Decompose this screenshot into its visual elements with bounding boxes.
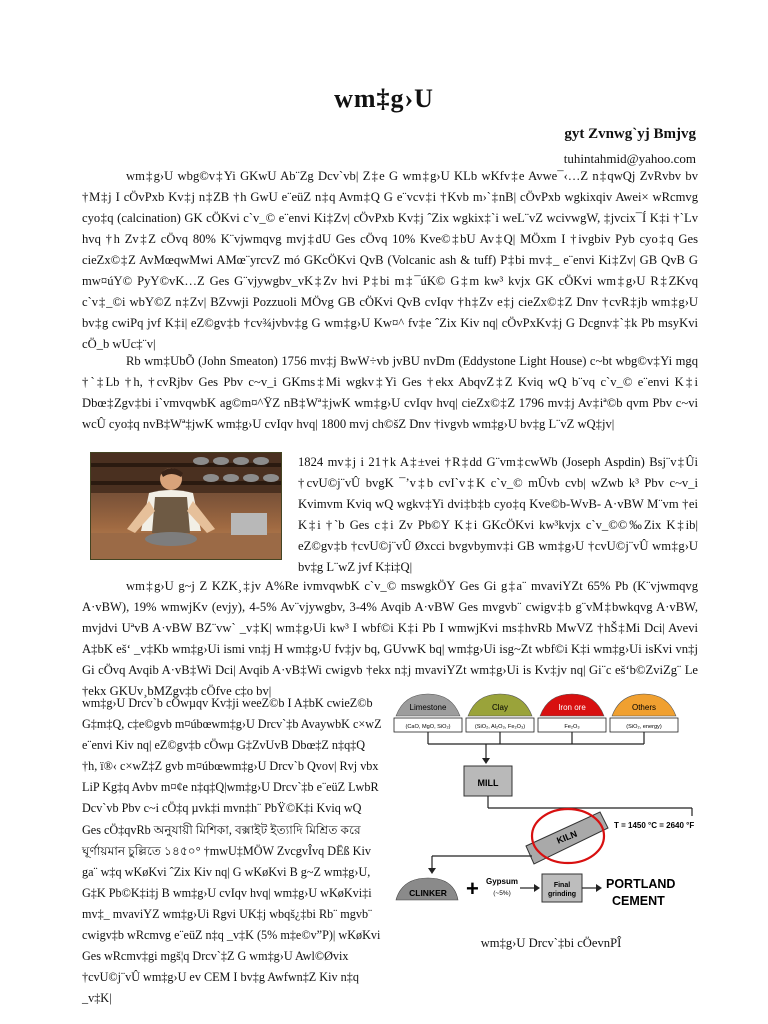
paragraph-composition <box>82 576 698 702</box>
clay-formula: (SiO₂, Al₂O₃, Fe₂O₃) <box>474 724 526 730</box>
paragraph-production <box>82 693 382 1009</box>
workshop-illustration <box>91 453 281 559</box>
clinker <box>396 878 458 900</box>
mill-label: MILL <box>477 778 499 788</box>
portland-cement-line-1: PORTLAND <box>606 877 676 891</box>
gypsum-percent: (~5%) <box>493 890 511 897</box>
kiln-to-clinker-line <box>432 856 532 868</box>
kiln-label: KILN <box>555 828 579 846</box>
limestone-label: Limestone <box>409 703 447 712</box>
material-others <box>610 694 678 732</box>
document-title: wm‡g›U <box>334 84 434 113</box>
portland-cement-label <box>606 877 675 908</box>
author-email: tuhintahmid@yahoo.com <box>563 151 696 166</box>
mill <box>464 766 512 796</box>
feed-lines <box>428 732 644 758</box>
shelf-board <box>91 463 281 467</box>
aspdin-workshop-photo <box>90 452 282 560</box>
clay-label: Clay <box>491 703 509 712</box>
paragraph-aspdin <box>298 452 698 578</box>
final-grinding <box>542 874 582 902</box>
gypsum-label: Gypsum <box>485 877 519 886</box>
clinker-label: CLINKER <box>409 888 447 898</box>
arrow-to-cement <box>596 884 602 892</box>
limestone-formula: (CaO, MgO, SiO₂) <box>405 724 451 730</box>
plus-sign: + <box>466 876 479 901</box>
arrow-to-grinding <box>534 884 540 892</box>
others-label: Others <box>631 703 657 712</box>
shelf-background <box>91 453 281 493</box>
grinding-line-1: Final <box>553 882 571 889</box>
cement-production-flowchart <box>392 688 710 943</box>
mixing-bowl <box>231 513 267 535</box>
paragraph-composition-text: wm‡g›U g~j Z KZK¸‡jv A%Re ivmvqwbK c`v_© mswgkÖY Ges Gi g‡a¨ mvaviYZt 65% Pb (K¨vjwmqvg A·vBW), 19% wmwjKv (evjy), 4-5% Av¨vjywgbv, 3-4% Avqib A·vBW Ges mvgvb¨ cwigv‡b g¨vM‡bwkqvg A·vBW, mvjdvi UªvB A·vBW BZ¨vw` _v‡K| wm‡g›Ui kw³ I wbf©i K‡i Pb I wmwjKvi ms‡hvRb MwVZ †hŠ‡Mi Dci| Avevi A‡bK eš‘ _v‡Kb wm‡g›Ui ismi vn‡j H wm‡g›U fv‡jv bq, GUvwK bq| wm‡g›Ui isg~Zt wbf©i K‡i wm‡g›Ui isKvi vn‡j Gi cÖvq Avqib A·vB‡Wi Dci| Avqib A·vB‡Wi cwigvb †ekx n‡j mvaviYZt wm‡g›Ui is Kv‡jv nq| Gi¨c eš‘b©ZviZg¨ Le †ekx GKUv¸bMZgv‡b cÖfve c‡o bv| <box>82 579 698 698</box>
paragraph-production-text: wm‡g›U Drcv`b cÖwµqv Kv‡ji weeZ©b I A‡bK cwieZ©b G‡m‡Q, c‡e©gvb m¤úbœwm‡g›U Drcv`‡b AvaywbK c×wZ e¨envi Kiv nq| eZ©gv‡b cÖwµ G‡ZvUvB Dbœ‡Z n‡q‡Q †h, ï®‹ c×wZ‡Z gvb m¤úbœwm‡g›U Drcv`b Qvov| Rvj vbx LiP Kg‡q Avbv m¤¢e n‡q‡Q|wm‡g›U Drcv`‡b e¨eüZ LwbR Dcv`vb Pbv c~i cÖ‡q µvk‡i mvn‡h¨ PbŸ©K‡i Kviq wQ Ges cÖ‡qvRb অনুযায়ী মিশিকা, বক্সাইট ইত্যাদি মিশ্রিত করে ঘূর্ণায়মান চুল্লিতে ১৪৫০° †mwU‡MÖW ZvcgvÎvq DËß Kiv ga¨ w‡q wKøKvi ˆZix Kiv nq| G wKøKvi B g~Z wm‡g›U, G‡K Pb©K‡i‡j B wm‡g›U cvIqv hvq| wm‡g›U wKøKvi‡i mv‡_ mvaviYZ wm‡g›Ui Rgvi UK‡j wbqš¿‡bi Rb¨ mgvb¨ cwigv‡b wRcmvg e¨eüZ n‡q _v‡K (5% m‡e©v”P)| wKøKvi Ges wRcmv‡gi mgš¦q Drcv`‡Z G wm‡g›U Awl©Øvix †cvU©j¨vÛ wm‡g›U ev CEM I bv‡g Awfwn‡Z Kiv n‡q _v‡K| <box>82 696 382 1006</box>
paragraph-history-text: wm‡g›U wbg©v‡Yi GKwU Ab¨Zg Dcv`vb| Z‡e G wm‡g›U KLb wKfv‡e Avwe¯‹…Z n‡qwQj ZvRvbv bv †M‡j I cÖvPxb Kv‡j n‡ZB †h GwU e¨eüZ n‡q Avm‡Q G e¨vcv‡i †Kvb m›`‡nB| cÖvPxb wgkixqiv Awei× wRcmvg cyo‡q (calcination) GK cÖKvi c`v_© e¨envi Ki‡Zv| cÖvPxb Kv‡j ˆZix wgkix‡`i weL¨vZ wcivwgW, ‡jvcix¯Í K‡i †`Lv hvq †h Zv‡Z cÖvq 80% K¨vjwmqvg mvj‡dU Ges cÖvq 10% Kve©‡bU Av‡Q| MÖxm I †ivgbiv Pyb cyo‡q Ges cieZx©‡Z AvMœqwMwi AMœ¨yrcvZ mó GKcÖKvi QvB (Volcanic ash & tuff) P‡bi mv‡_ e¨envi Ki‡Zv| GB QvB G mw¤úY© PyY©vK…Z Ges G¨vjywgbv_vK‡Zv hvi P‡bi m‡¯úK© G‡m kw³ kvjx GK cÖKvi wm‡g›U R‡ZKvq c`v‡_©i wbY©Z n‡Zv| BZvwji Pozzuoli MÖvg GB cÖKvi QvB cvIqv †h‡Zv e‡j cieZx©‡Z Dnv †cvR‡jb wm‡g›U bv‡g cwiPq jvf K‡i| eZ©gv‡b †cv¾jvbv‡g G wm‡g›U Kw¤^ fv‡e ˆZix Kiv nq| cÖvPxKv‡j G Dcgnv‡`‡k Pb msyKvi cÖ_b wUc‡¨v| <box>82 169 698 351</box>
paragraph-aspdin-text: 1824 mv‡j i 21†k A‡±vei †R‡dd G¨vm‡cwWb (Joseph Aspdin) Bsj¨v‡Ûi †cvU©j¨vÛ bvgK ¯’v‡b cvI`v‡K c`v_© mÛvb cvb| wZwb k³ Pbv c~v_i Kvimvm Kviq wQ wgkv‡Yi dvi‡b‡b cyo‡q Kve©b-WvB- A·vBW M¨vm †ei K‡i †`b Ges c‡i Zv Pb©Y K‡i GKcÖKvi kw³kvjx c`v_©©‰Zix K‡ib| eZ©gv‡b †cvU©j¨vÛ Øxcci bvgvbymv‡i GB wm‡g›U †cvU©j¨vÛ wm‡g›U bv‡g L¨wZ jvf K‡i‡Q| <box>298 455 698 574</box>
material-clay <box>466 694 534 732</box>
kiln <box>526 809 608 864</box>
material-iron-ore <box>538 694 606 732</box>
arrow-to-mill <box>482 758 490 764</box>
iron-ore-label: Iron ore <box>558 703 586 712</box>
paragraph-smeaton <box>82 351 698 435</box>
material-limestone <box>394 694 462 732</box>
others-formula: (SiO₂, energy) <box>626 724 662 730</box>
clay-lump <box>145 532 197 546</box>
paragraph-smeaton-text: Rb wm‡UbÕ (John Smeaton) 1756 mv‡j BwW÷vb jvBU nvDm (Eddystone Light House) c~bt wbg©v‡Yi mgq †`‡Lb †h, †cvRjbv Ges Pbv c~v_i GKms‡Mi wgkv‡Yi Ges †ekx AbqvZ‡Z Kviq wQ b¨vq c`v_© e¨envi K‡i Dbœ‡Zgv‡bi i`vmvqwbK ag©m¤^ŸZ nB‡Wª‡jwK wm‡g›U cvIqv hvq| cieZx©‡Z 1796 mv‡j Av‡iª©b qvm Pbv c~vi wcÛ cyo‡q nvB‡Wª‡jwK wm‡g›U cvIqv hvq| 1800 mvj ch©šZ Dnv †ivgvb wm‡g›U bv‡g L¨vZ wQ‡jv| <box>82 354 698 431</box>
paragraph-history <box>82 166 698 355</box>
portland-cement-line-2: CEMENT <box>612 894 665 908</box>
grinding-line-2: grinding <box>548 891 576 898</box>
arrow-to-clinker <box>428 868 436 874</box>
kiln-temperature: T = 1450 °C = 2640 °F <box>614 821 695 830</box>
iron-ore-formula: Fe₂O₃ <box>564 724 580 730</box>
gypsum <box>486 877 518 897</box>
mill-to-kiln-line <box>488 796 692 816</box>
author-name: gyt Zvnwg`yj Bmjvg <box>564 126 696 142</box>
flowchart-caption: wm‡g›U Drcv`‡bi cÖevnPÎ <box>480 936 622 950</box>
